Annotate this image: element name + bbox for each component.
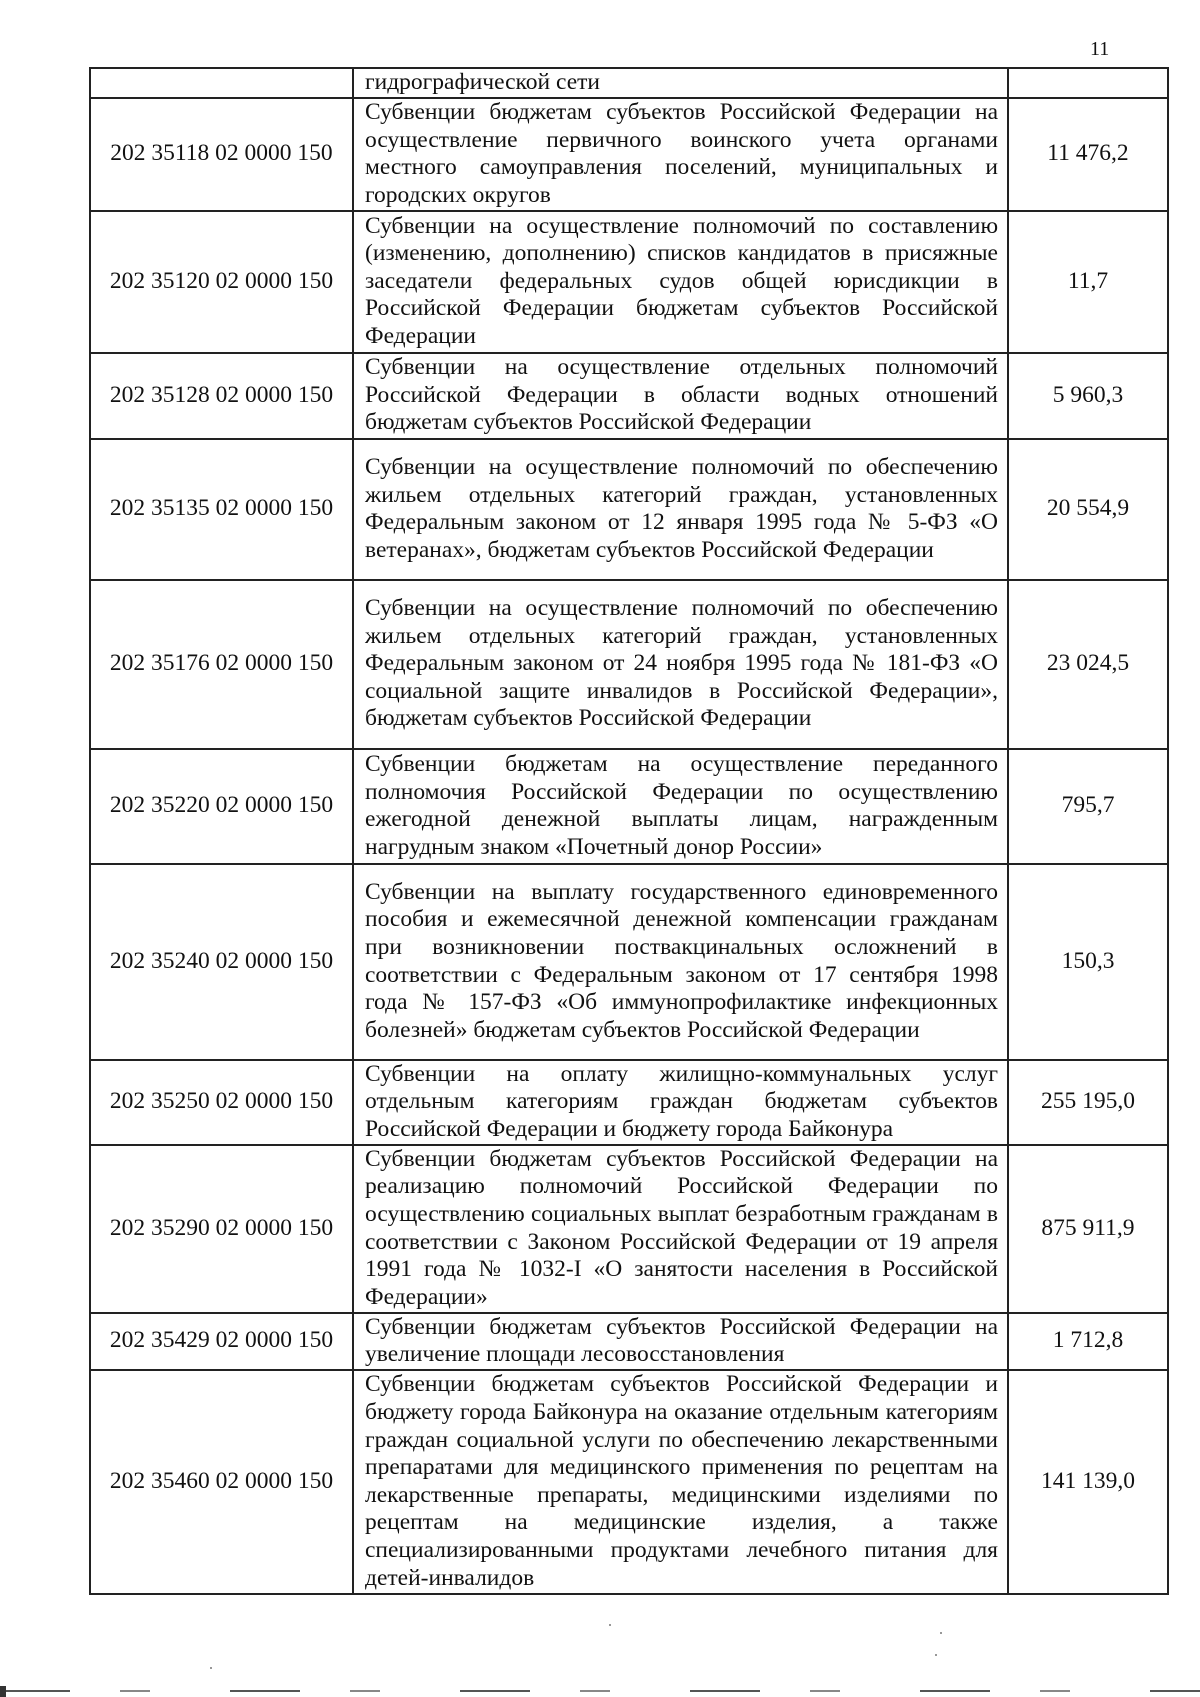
- budget-table: [89, 67, 1169, 1595]
- description-cell: Субвенции бюджетам субъектов Российской Федерации на увеличение площади лесовосстановления: [353, 1313, 1008, 1370]
- budget-code-cell: 202 35120 02 0000 150: [90, 211, 353, 353]
- amount-cell: 5 960,3: [1008, 353, 1168, 439]
- table-row: [90, 864, 1168, 1060]
- budget-code-cell: 202 35176 02 0000 150: [90, 580, 353, 749]
- amount-cell: 150,3: [1008, 864, 1168, 1060]
- budget-code-cell: 202 35220 02 0000 150: [90, 749, 353, 864]
- amount-cell: [1008, 68, 1168, 98]
- description-cell: Субвенции на осуществление отдельных полномочий Российской Федерации в области водных отношений бюджетам субъектов Российской Федерации: [353, 353, 1008, 439]
- table-row: [90, 353, 1168, 439]
- scan-speck: [210, 1667, 212, 1669]
- amount-cell: 1 712,8: [1008, 1313, 1168, 1370]
- amount-cell: 11 476,2: [1008, 98, 1168, 211]
- description-cell: Субвенции на осуществление полномочий по составлению (изменению, дополнению) списков кандидатов в присяжные заседатели федеральных судов общей юрисдикции в Российской Федерации бюджетам субъектов Российской Федерации: [353, 211, 1008, 353]
- description-cell: Субвенции бюджетам субъектов Российской Федерации и бюджету города Байконура на оказание отдельным категориям граждан социальной услуги по обеспечению лекарственными препаратами для медицинского применения по рецептам на лекарственные препараты, медицинскими изделиями по рецептам на медицинские изделия, а также специализированными продуктами лечебного питания для детей-инвалидов: [353, 1370, 1008, 1594]
- budget-code-cell: 202 35460 02 0000 150: [90, 1370, 353, 1594]
- table-row: [90, 749, 1168, 864]
- table-row: [90, 1370, 1168, 1594]
- description-cell: Субвенции бюджетам субъектов Российской Федерации на осуществление первичного воинского учета органами местного самоуправления поселений, муниципальных и городских округов: [353, 98, 1008, 211]
- description-cell: гидрографической сети: [353, 68, 1008, 98]
- budget-code-cell: 202 35135 02 0000 150: [90, 439, 353, 580]
- budget-code-cell: 202 35128 02 0000 150: [90, 353, 353, 439]
- amount-cell: 20 554,9: [1008, 439, 1168, 580]
- amount-cell: 141 139,0: [1008, 1370, 1168, 1594]
- table-row: [90, 1145, 1168, 1313]
- description-cell: Субвенции бюджетам субъектов Российской Федерации на реализацию полномочий Российской Федерации по осуществлению социальных выплат безработным гражданам в соответствии с Законом Российской Федерации от 19 апреля 1991 года № 1032-I «О занятости населения в Российской Федерации»: [353, 1145, 1008, 1313]
- page-number: 11: [1090, 38, 1110, 60]
- description-cell: Субвенции на осуществление полномочий по обеспечению жильем отдельных категорий граждан, установленных Федеральным законом от 24 ноября 1995 года № 181-ФЗ «О социальной защите инвалидов в Российской Федерации», бюджетам субъектов Российской Федерации: [353, 580, 1008, 749]
- amount-cell: 795,7: [1008, 749, 1168, 864]
- description-cell: Субвенции на осуществление полномочий по обеспечению жильем отдельных категорий граждан, установленных Федеральным законом от 12 января 1995 года № 5-ФЗ «О ветеранах», бюджетам субъектов Российской Федерации: [353, 439, 1008, 580]
- scan-edge-mark: [0, 1686, 6, 1697]
- description-cell: Субвенции на выплату государственного единовременного пособия и ежемесячной денежной компенсации гражданам при возникновении поствакцинальных осложнений в соответствии с Федеральным законом от 17 сентября 1998 года № 157-ФЗ «Об иммунопрофилактике инфекционных болезней» бюджетам субъектов Российской Федерации: [353, 864, 1008, 1060]
- scan-speck: [935, 1654, 937, 1656]
- amount-cell: 11,7: [1008, 211, 1168, 353]
- amount-cell: 875 911,9: [1008, 1145, 1168, 1313]
- amount-cell: 255 195,0: [1008, 1060, 1168, 1145]
- budget-code-cell: 202 35118 02 0000 150: [90, 98, 353, 211]
- scan-speck: [609, 1624, 611, 1626]
- description-cell: Субвенции на оплату жилищно-коммунальных услуг отдельным категориям граждан бюджетам субъектов Российской Федерации и бюджету города Байконура: [353, 1060, 1008, 1145]
- scan-speck: [940, 1632, 942, 1634]
- table-row: [90, 68, 1168, 98]
- budget-code-cell: [90, 68, 353, 98]
- table-row: [90, 580, 1168, 749]
- table-row: [90, 1313, 1168, 1370]
- scan-edge-line: [0, 1690, 1200, 1692]
- budget-code-cell: 202 35429 02 0000 150: [90, 1313, 353, 1370]
- table-row: [90, 439, 1168, 580]
- budget-code-cell: 202 35290 02 0000 150: [90, 1145, 353, 1313]
- table-row: [90, 1060, 1168, 1145]
- table-row: [90, 211, 1168, 353]
- table-row: [90, 98, 1168, 211]
- budget-code-cell: 202 35240 02 0000 150: [90, 864, 353, 1060]
- budget-code-cell: 202 35250 02 0000 150: [90, 1060, 353, 1145]
- amount-cell: 23 024,5: [1008, 580, 1168, 749]
- description-cell: Субвенции бюджетам на осуществление переданного полномочия Российской Федерации по осуществлению ежегодной денежной выплаты лицам, награжденным нагрудным знаком «Почетный донор России»: [353, 749, 1008, 864]
